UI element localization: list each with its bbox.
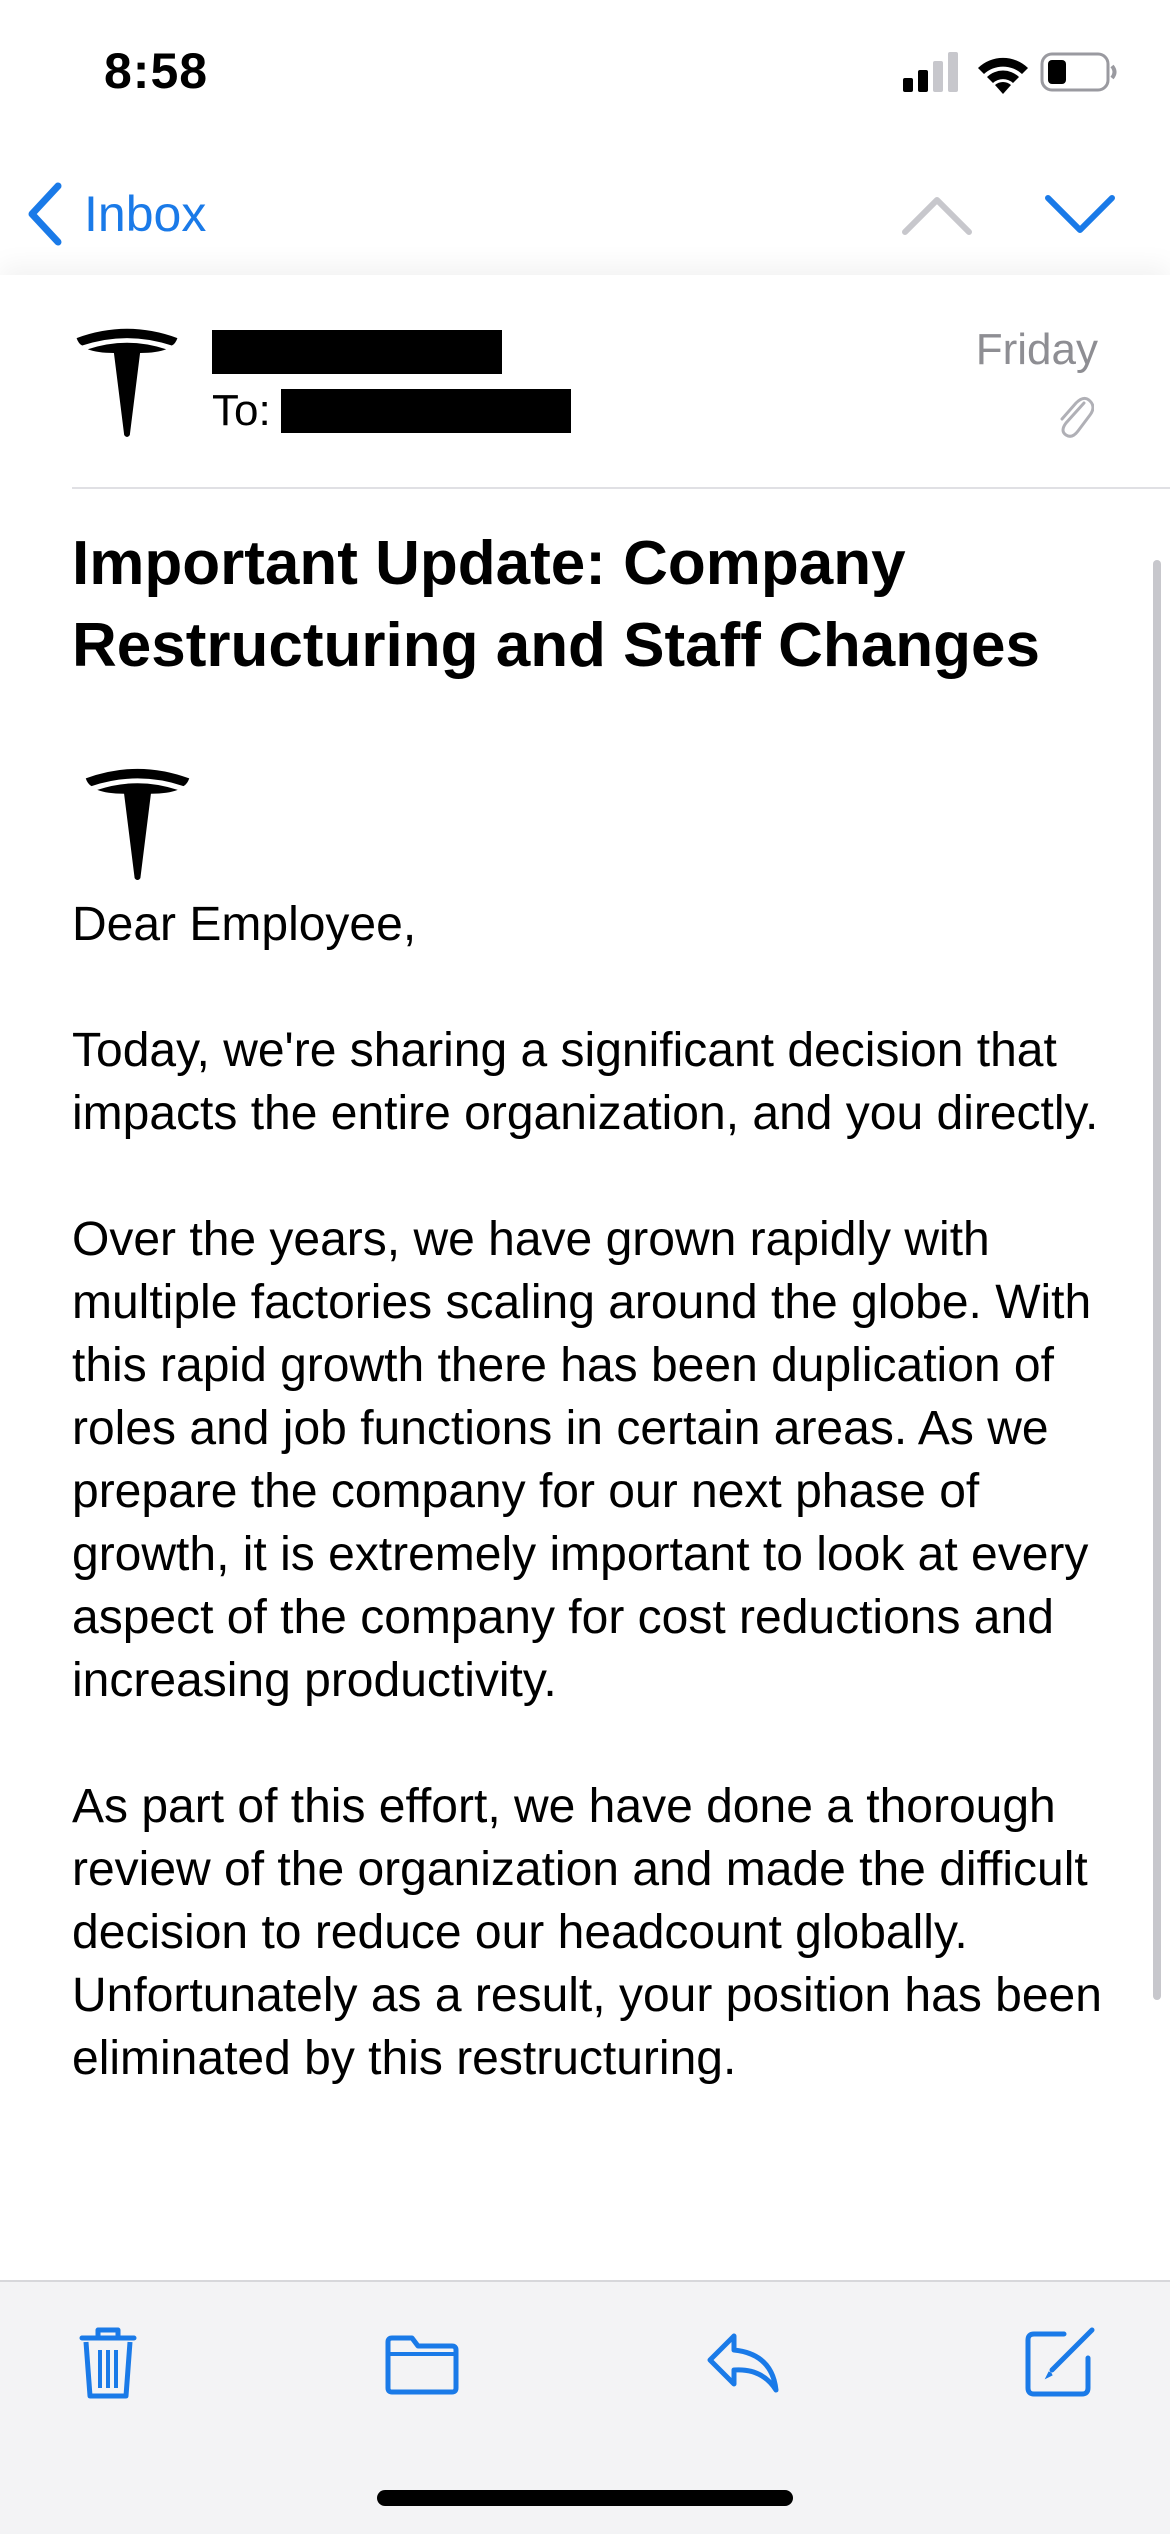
to-label: To: (212, 386, 271, 435)
attachment-icon (1054, 393, 1094, 441)
status-time: 8:58 (104, 43, 209, 99)
folder-icon[interactable] (382, 2322, 462, 2402)
header-divider (72, 487, 1170, 489)
greeting: Dear Employee, (72, 898, 417, 951)
home-indicator[interactable] (377, 2490, 793, 2506)
status-bar (0, 0, 1170, 150)
wifi-icon (975, 50, 1031, 94)
body-paragraph: Today, we're sharing a significant decision that impacts the entire organization, and you directly. (72, 1024, 1099, 1140)
battery-icon (1040, 52, 1118, 92)
sender-logo-icon (70, 325, 184, 437)
tesla-logo-icon (80, 765, 195, 880)
email-subject: Important Update: Company Restructuring and Staff Changes (72, 529, 1040, 680)
compose-icon[interactable] (1020, 2322, 1100, 2402)
chevron-up-icon[interactable] (900, 180, 974, 250)
body-paragraph: Over the years, we have grown rapidly with multiple factories scaling around the globe. With this rapid growth there has been duplication of roles and job functions in certain areas. As we prepare the company for our next phase of growth, it is extremely important to look at every aspect of the company for cost reductions and increasing productivity. (72, 1213, 1092, 1707)
scroll-indicator[interactable] (1153, 560, 1161, 2000)
nav-bar (0, 150, 1170, 275)
trash-icon[interactable] (68, 2322, 148, 2402)
email-body (72, 893, 1132, 2153)
body-paragraph: As part of this effort, we have done a thorough review of the organization and made the difficult decision to reduce our headcount globally. Unfortunately as a result, your position has been eliminated by this restructuring. (72, 1780, 1102, 2085)
chevron-down-icon[interactable] (1043, 180, 1117, 250)
sender-name-redacted (212, 330, 502, 374)
message-date: Friday (975, 325, 1098, 374)
back-to-inbox-button[interactable] (24, 174, 206, 254)
back-label: Inbox (84, 186, 207, 242)
recipient-redacted (281, 389, 571, 433)
chevron-left-icon (24, 182, 64, 246)
email-view (0, 275, 1170, 2280)
reply-icon[interactable] (702, 2322, 782, 2402)
recipient-row (212, 387, 571, 435)
signal-icon (903, 52, 959, 92)
